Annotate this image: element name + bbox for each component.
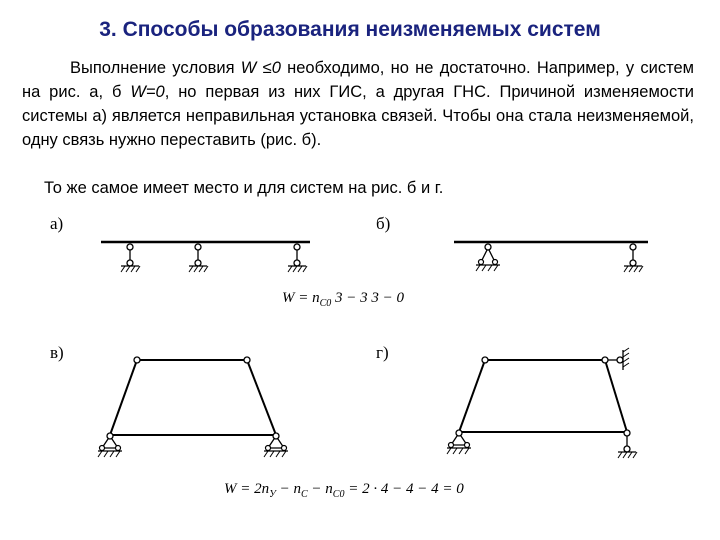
second-paragraph: То же самое имеет место и для систем на рис. б и г. <box>44 179 444 197</box>
paragraph-part-2: необходимо, но не достаточно. Например, у систем на рис. а, б <box>22 59 694 101</box>
formula-2-rhs: = 2 · 4 − 4 − 4 = 0 <box>344 481 464 497</box>
figure-label-b: б) <box>376 214 391 233</box>
formula-2-sub1: У <box>269 489 276 500</box>
formula-2-part2: − n <box>275 481 301 497</box>
formula-1-rhs: 3 − 3 3 − 0 <box>331 290 405 306</box>
formula-2-sub3: C0 <box>332 489 345 500</box>
w-zero-formula: W=0 <box>130 83 165 101</box>
figure-a-beam <box>101 242 310 272</box>
formula-1-sub: C0 <box>319 298 332 309</box>
figure-label-g: г) <box>376 343 389 362</box>
formula-2-part1: W = 2n <box>224 481 270 497</box>
formula-2-sub2: С <box>300 489 308 500</box>
page-title: 3. Способы образования неизменяемых систем <box>99 18 601 41</box>
condition-formula: W ≤0 <box>240 59 281 77</box>
formula-1-lhs: W = n <box>282 290 320 306</box>
figure-v-frame <box>98 357 288 457</box>
figure-label-a: а) <box>50 214 64 233</box>
figure-label-v: в) <box>50 343 64 362</box>
paragraph-part-3: , но первая из них ГИС, а другая ГНС. Причиной изменяемости системы а) является неправильная установка связей. Чтобы она стала неизменяемой, одну связь нужно переставить (рис. б). <box>22 83 694 149</box>
paragraph-part-1: Выполнение условия <box>70 59 241 77</box>
figure-b-beam <box>454 242 648 272</box>
formula-2-part3: − n <box>307 481 333 497</box>
figure-g-frame <box>447 348 637 458</box>
